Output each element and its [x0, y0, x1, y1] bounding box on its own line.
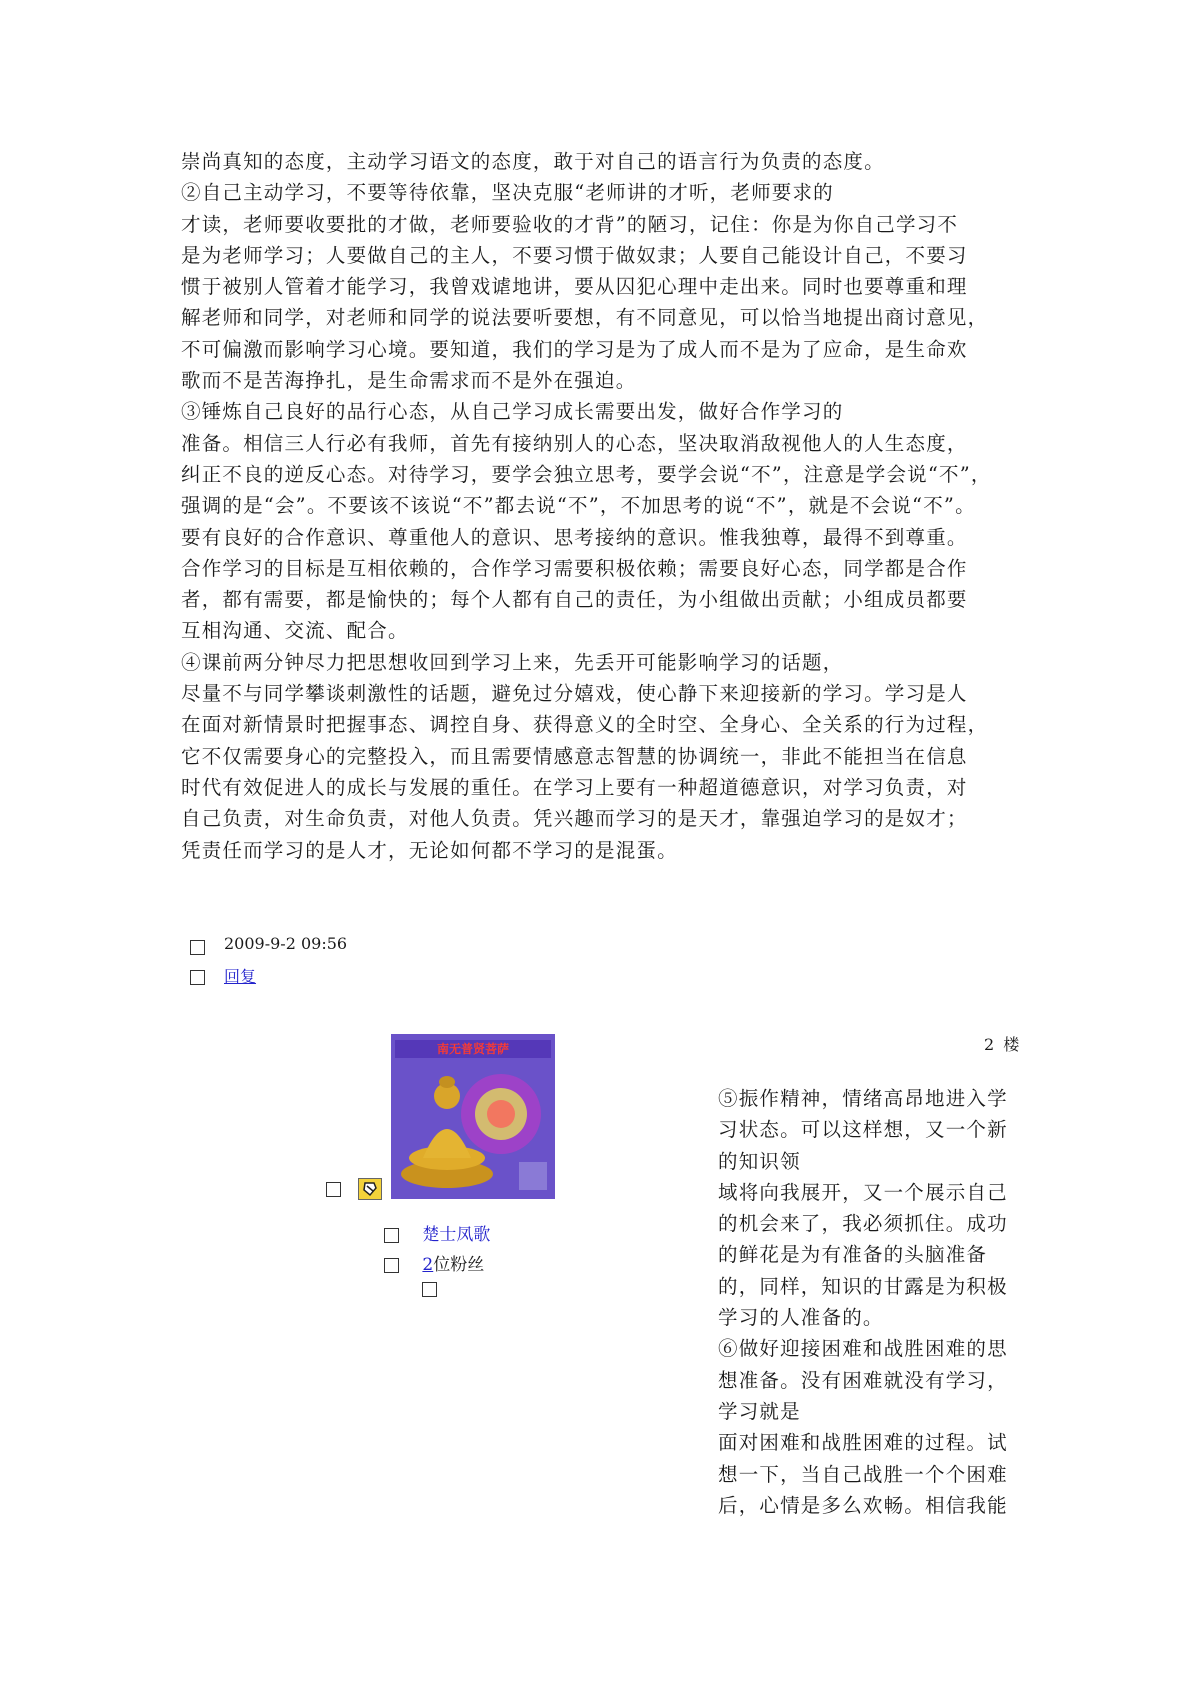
paragraph-line: 的，同样，知识的甘露是为积极 — [718, 1274, 1008, 1298]
reply-link[interactable]: 回复 — [224, 967, 257, 986]
paragraph-line: ⑥做好迎接困难和战胜困难的思 — [718, 1337, 1008, 1361]
paragraph-line: 崇尚真知的态度，主动学习语文的态度，敢于对自己的语言行为负责的态度。 — [181, 150, 885, 173]
paragraph-line: 后，心情是多么欢畅。相信我能 — [718, 1493, 1008, 1517]
paragraph-line: 的机会来了，我必须抓住。成功 — [718, 1212, 1008, 1236]
paragraph-line: ⑤振作精神，情绪高昂地进入学 — [718, 1087, 1008, 1110]
paragraph-line: 合作学习的目标是互相依赖的，合作学习需要积极依赖；需要良好心态，同学都是合作 — [181, 556, 968, 580]
paragraph-line: 解老师和同学，对老师和同学的说法要听要想，有不同意见，可以恰当地提出商讨意见， — [181, 306, 989, 330]
paragraph-line: 在面对新情景时把握事态、调控自身、获得意义的全时空、全身心、全关系的行为过程， — [181, 713, 989, 737]
reply-row — [190, 967, 257, 986]
bullet-checkbox — [190, 970, 205, 985]
username-row — [384, 1220, 490, 1245]
username-link[interactable]: 楚士凤歌 — [422, 1225, 491, 1245]
paragraph-line: 才读，老师要收要批的才做，老师要验收的才背”的陋习，记住：你是为你自己学习不 — [181, 212, 959, 236]
post-timestamp: 2009-9-2 09:56 — [224, 934, 348, 953]
paragraph-line: 时代有效促进人的成长与发展的重任。在学习上要有一种超道德意识，对学习负责，对 — [181, 775, 968, 799]
floor-number: 2 楼 — [984, 1035, 1022, 1054]
reply-body — [718, 1083, 1018, 1521]
post-timestamp-row — [190, 934, 348, 956]
paragraph-line: 互相沟通、交流、配合。 — [181, 619, 409, 643]
paragraph-line: ②自己主动学习，不要等待依靠，坚决克服“老师讲的才听，老师要求的 — [181, 181, 834, 205]
paragraph-line: 是为老师学习；人要做自己的主人，不要习惯于做奴隶；人要自己能设计自己，不要习 — [181, 243, 968, 267]
paragraph-line: 尽量不与同学攀谈刺激性的话题，避免过分嬉戏，使心静下来迎接新的学习。学习是人 — [181, 682, 968, 706]
paragraph-line: 凭责任而学习的是人才，无论如何都不学习的是混蛋。 — [181, 838, 678, 862]
paragraph-line: 歌而不是苦海挣扎，是生命需求而不是外在强迫。 — [181, 369, 637, 393]
paragraph-line: 的鲜花是为有准备的头脑准备 — [718, 1243, 988, 1267]
bullet-checkbox — [422, 1282, 437, 1297]
bullet-checkbox — [190, 940, 205, 955]
paragraph-line: 者，都有需要，都是愉快的；每个人都有自己的责任，为小组做出贡献；小组成员都要 — [181, 588, 968, 612]
avatar-caption: 南无普贤菩萨 — [436, 1042, 509, 1056]
paragraph-line: 惯于被别人管着才能学习，我曾戏谑地讲，要从囚犯心理中走出来。同时也要尊重和理 — [181, 275, 968, 299]
paragraph-line: 面对困难和战胜困难的过程。试 — [718, 1431, 1008, 1455]
paragraph-line: 不可偏激而影响学习心境。要知道，我们的学习是为了成人而不是为了应命，是生命欢 — [181, 337, 968, 361]
bullet-checkbox — [384, 1258, 399, 1273]
paragraph-line: ④课前两分钟尽力把思想收回到学习上来，先丢开可能影响学习的话题， — [181, 650, 844, 674]
fans-row — [384, 1250, 484, 1275]
paragraph-line: 自己负责，对生命负责，对他人负责。凭兴趣而学习的是天才，靠强迫学习的是奴才； — [181, 807, 968, 831]
paragraph-line: 它不仅需要身心的完整投入，而且需要情感意志智慧的协调统一，非此不能担当在信息 — [181, 744, 968, 768]
paragraph-line: 准备。相信三人行必有我师，首先有接纳别人的心态，坚决取消敌视他人的人生态度， — [181, 431, 968, 455]
bullet-checkbox — [326, 1182, 341, 1197]
paragraph-line: 学习的人准备的。 — [718, 1306, 884, 1330]
fans-suffix: 位粉丝 — [433, 1255, 485, 1275]
flag-icon — [358, 1178, 382, 1200]
fans-count-link[interactable]: 2 — [422, 1255, 434, 1275]
article-body — [181, 146, 992, 866]
user-avatar[interactable] — [391, 1034, 555, 1199]
paragraph-line: 想一下，当自己战胜一个个困难 — [718, 1462, 1008, 1486]
paragraph-line: 习状态。可以这样想，又一个新 — [718, 1118, 1008, 1142]
bullet-checkbox — [384, 1228, 399, 1243]
paragraph-line: 的知识领 — [718, 1149, 801, 1173]
paragraph-line: 强调的是“会”。不要该不该说“不”都去说“不”，不加思考的说“不”，就是不会说“不”。 — [181, 494, 976, 518]
paragraph-line: 纠正不良的逆反心态。对待学习，要学会独立思考，要学会说“不”，注意是学会说“不”， — [181, 462, 992, 486]
paragraph-line: 学习就是 — [718, 1399, 801, 1423]
paragraph-line: 要有良好的合作意识、尊重他人的意识、思考接纳的意识。惟我独尊，最得不到尊重。 — [181, 525, 968, 549]
paragraph-line: ③锤炼自己良好的品行心态，从自己学习成长需要出发，做好合作学习的 — [181, 400, 844, 424]
paragraph-line: 想准备。没有困难就没有学习， — [718, 1368, 1008, 1392]
paragraph-line: 域将向我展开，又一个展示自己 — [718, 1180, 1008, 1204]
